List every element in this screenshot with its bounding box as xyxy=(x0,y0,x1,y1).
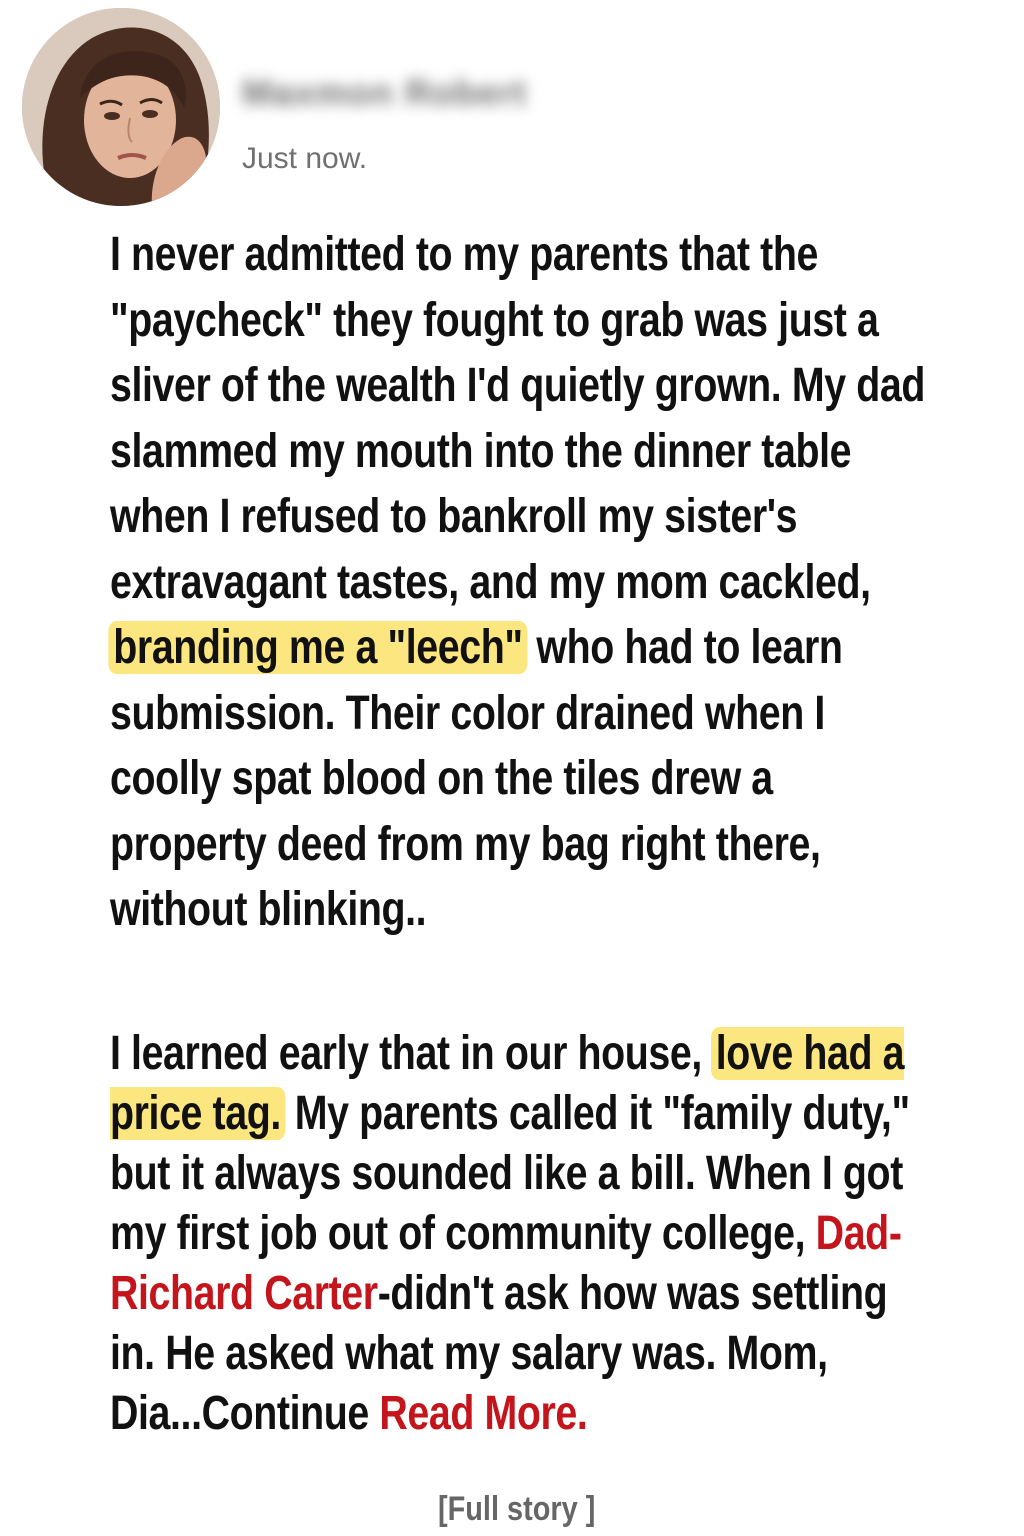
post-paragraph-1 xyxy=(110,222,930,1008)
highlight-price-tag: love had a price tag. xyxy=(110,1027,905,1140)
paragraph-1-text-before: I never admitted to my parents that the "paycheck" they fought to grab was just a sliver of the wealth I'd quietly grown. My dad slammed my mouth into the dinner table when I refused to bankroll my sister's extravagant tastes, and my mom cackled, xyxy=(110,228,925,609)
read-more-link[interactable]: Read More. xyxy=(379,1387,588,1440)
author-avatar[interactable] xyxy=(22,8,220,206)
paragraph-2-text-before: I learned early that in our house, xyxy=(110,1027,702,1080)
post-body xyxy=(110,222,925,1444)
paragraph-2-text-middle: My parents called it "family duty," but it always sounded like a bill. When I got my first job out of community college, xyxy=(110,1087,910,1260)
full-story-link[interactable]: [Full story ] xyxy=(438,1490,596,1528)
post-timestamp: Just now. xyxy=(242,142,368,175)
paragraph-1-text-after: who had to learn submission. Their color drained when I coolly spat blood on the tiles drew a property deed from my bag right there, without blinking.. xyxy=(110,621,843,936)
post-paragraph-2 xyxy=(110,1024,930,1444)
dad-name-red-text: Dad-Richard Carter xyxy=(110,1207,902,1320)
highlight-branding-leech: branding me a "leech" xyxy=(108,621,527,674)
woman-portrait-avatar-icon xyxy=(22,8,220,206)
paragraph-2-text-after: -didn't ask how was settling in. He asked what my salary was. Mom, Dia...Continue xyxy=(110,1267,888,1440)
author-name[interactable]: Maxmon Robert xyxy=(242,72,528,113)
